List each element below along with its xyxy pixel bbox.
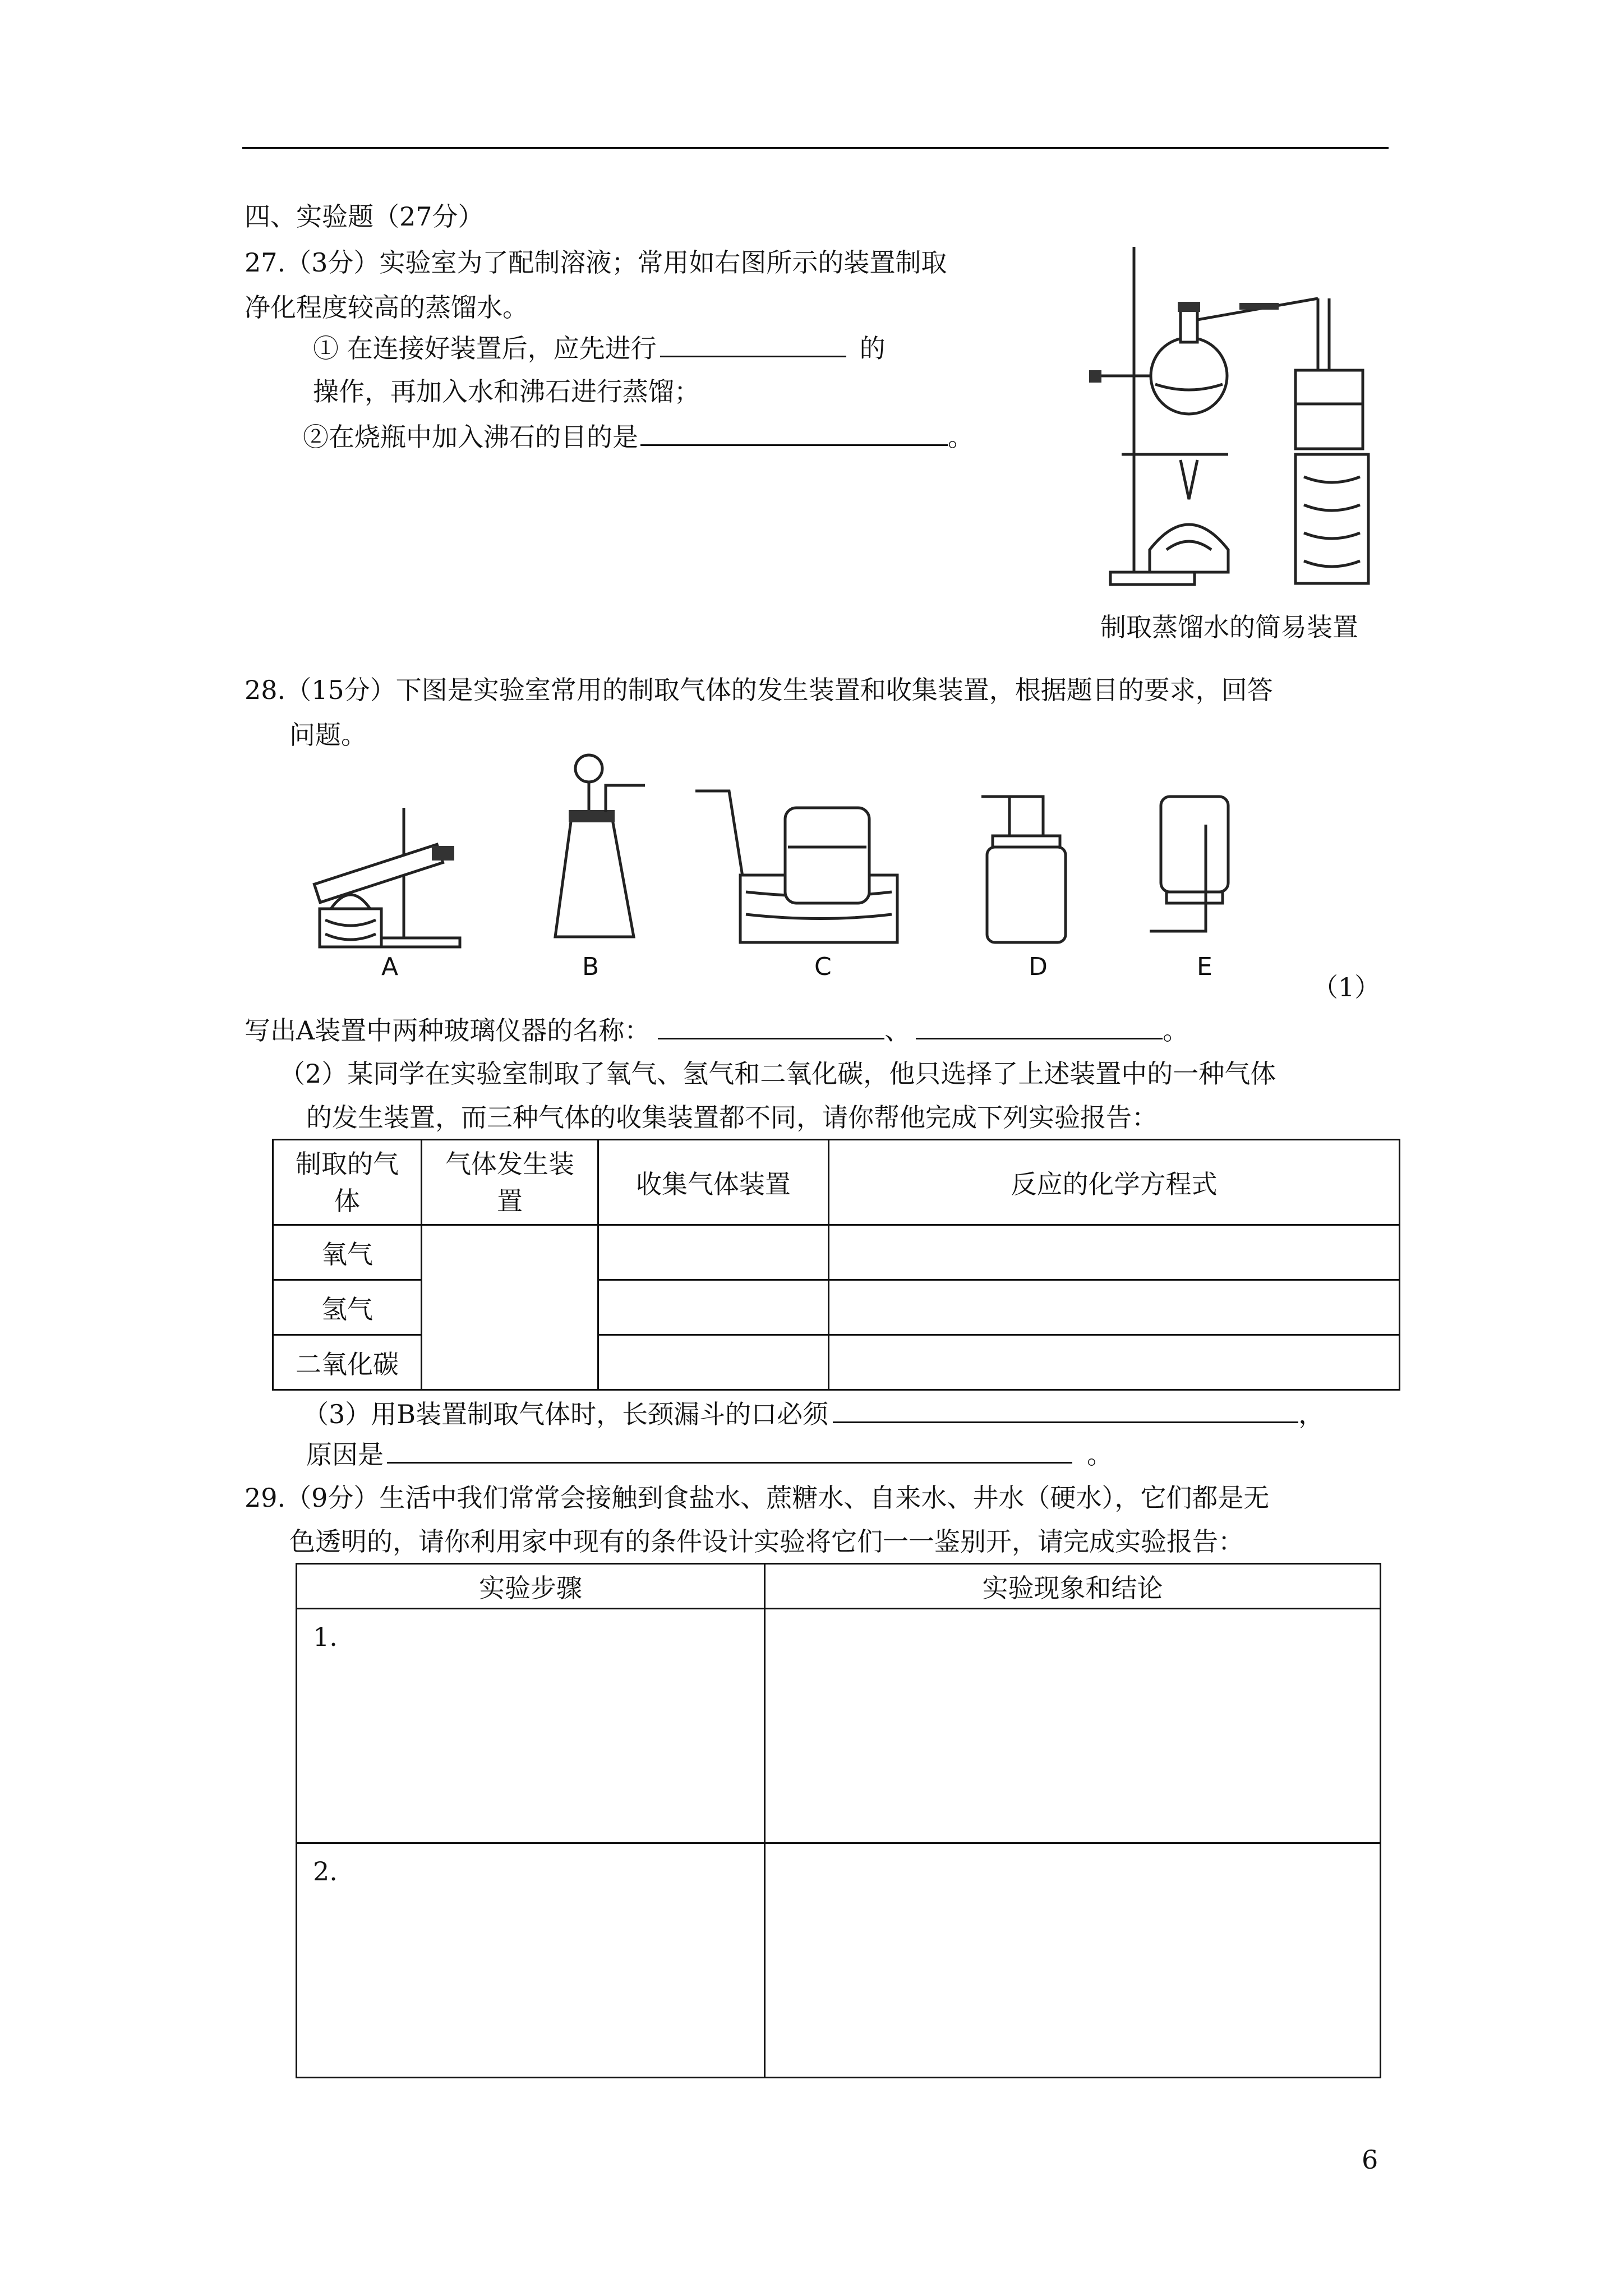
header-gas-line1: 制取的气 xyxy=(296,1148,399,1179)
gas-hydrogen: 氢气 xyxy=(273,1280,422,1335)
apparatus-label-E: E xyxy=(1197,953,1212,981)
section-title: 四、实验题（27分） xyxy=(245,201,484,232)
q27-item1-text: ① 在连接好装置后，应先进行 xyxy=(313,333,657,364)
table-row xyxy=(297,1609,1381,1843)
apparatus-D-figure xyxy=(970,785,1082,948)
q29-stem-line1: 29.（9分）生活中我们常常会接触到食盐水、蔗糖水、自来水、井水（硬水），它们都是无 xyxy=(245,1483,1270,1513)
q28-answer-blank-3[interactable] xyxy=(833,1397,1298,1423)
equation-answer-hydrogen[interactable] xyxy=(829,1280,1400,1335)
figure-caption-distillation: 制取蒸馏水的简易装置 xyxy=(1100,612,1358,642)
apparatus-B-figure xyxy=(533,752,656,954)
q28-part1-marker: （1） xyxy=(1312,972,1381,1002)
q28-part3-line2 xyxy=(306,1437,1113,1471)
apparatus-label-B: B xyxy=(582,953,600,981)
q27-stem-line1: 27.（3分）实验室为了配制溶液；常用如右图所示的装置制取 xyxy=(245,247,947,278)
q28-part1-sep: 、 xyxy=(884,1015,911,1046)
q27-item1-after: 的 xyxy=(859,333,886,364)
header-rule xyxy=(242,147,1389,149)
q27-item2-after: 。 xyxy=(948,422,974,452)
header-gas xyxy=(273,1140,422,1225)
q28-part3-reason: 原因是 xyxy=(306,1439,384,1470)
apparatus-C-figure xyxy=(690,780,903,948)
table-row xyxy=(273,1225,1400,1280)
header-observations: 实验现象和结论 xyxy=(765,1564,1381,1609)
q28-answer-blank-4[interactable] xyxy=(387,1437,1072,1464)
gas-carbon-dioxide: 二氧化碳 xyxy=(273,1335,422,1390)
step-2-cell[interactable] xyxy=(297,1843,765,2078)
q28-part1 xyxy=(245,1013,1188,1047)
q28-stem-line2: 问题。 xyxy=(289,720,367,750)
table-header-row xyxy=(297,1564,1381,1609)
q27-item2-text: ②在烧瓶中加入沸石的目的是 xyxy=(303,422,638,452)
q28-report-table xyxy=(272,1139,1400,1391)
observation-2-cell[interactable] xyxy=(765,1843,1381,2078)
apparatus-E-figure xyxy=(1138,791,1251,948)
equation-answer-oxygen[interactable] xyxy=(829,1225,1400,1280)
apparatus-A-figure xyxy=(303,785,471,954)
gas-oxygen: 氧气 xyxy=(273,1225,422,1280)
header-gas-line2: 体 xyxy=(334,1185,360,1216)
apparatus-label-D: D xyxy=(1029,953,1048,981)
header-generator-line1: 气体发生装 xyxy=(445,1148,574,1179)
q28-part1-end: 。 xyxy=(1163,1015,1189,1046)
q27-item2 xyxy=(303,420,974,454)
q27-answer-blank-2[interactable] xyxy=(640,420,948,446)
q27-item1-line2: 操作，再加入水和沸石进行蒸馏； xyxy=(313,376,700,407)
q27-answer-blank-1[interactable] xyxy=(660,331,846,357)
collector-answer-oxygen[interactable] xyxy=(598,1225,829,1280)
step-1-number: 1. xyxy=(313,1622,338,1652)
table-row xyxy=(297,1843,1381,2078)
step-2-number: 2. xyxy=(313,1856,338,1887)
q29-stem-line2: 色透明的，请你利用家中现有的条件设计实验将它们一一鉴别开，请完成实验报告： xyxy=(289,1526,1244,1557)
q29-report-table xyxy=(296,1563,1381,2078)
observation-1-cell[interactable] xyxy=(765,1609,1381,1843)
header-generator-line2: 置 xyxy=(497,1185,523,1216)
collector-answer-hydrogen[interactable] xyxy=(598,1280,829,1335)
q28-part3-text: （3）用B装置制取气体时，长颈漏斗的口必须 xyxy=(303,1399,829,1429)
apparatus-label-A: A xyxy=(381,953,399,981)
distillation-apparatus-figure xyxy=(1082,236,1396,606)
q27-item1 xyxy=(313,331,886,365)
q27-stem-line2: 净化程度较高的蒸馏水。 xyxy=(245,292,528,323)
q28-part2-line2: 的发生装置，而三种气体的收集装置都不同，请你帮他完成下列实验报告： xyxy=(306,1102,1158,1133)
q28-stem-line1: 28.（15分）下图是实验室常用的制取气体的发生装置和收集装置，根据题目的要求，回答 xyxy=(245,675,1273,705)
q28-answer-blank-2[interactable] xyxy=(916,1013,1163,1039)
generator-answer-cell[interactable] xyxy=(422,1225,598,1390)
header-generator xyxy=(422,1140,598,1225)
header-steps: 实验步骤 xyxy=(297,1564,765,1609)
collector-answer-co2[interactable] xyxy=(598,1335,829,1390)
q28-part3-end: 。 xyxy=(1087,1439,1113,1470)
page-number: 6 xyxy=(1362,2145,1378,2175)
header-equation: 反应的化学方程式 xyxy=(829,1140,1400,1225)
q28-part2-line1: （2）某同学在实验室制取了氧气、氢气和二氧化碳，他只选择了上述装置中的一种气体 xyxy=(279,1059,1276,1089)
step-1-cell[interactable] xyxy=(297,1609,765,1843)
q28-part3-comma: ， xyxy=(1298,1399,1325,1429)
q28-part1-text: 写出A装置中两种玻璃仪器的名称： xyxy=(245,1015,651,1046)
apparatus-label-C: C xyxy=(814,953,832,981)
q28-answer-blank-1[interactable] xyxy=(658,1013,884,1039)
header-collector: 收集气体装置 xyxy=(598,1140,829,1225)
q28-part3-line1 xyxy=(303,1397,1324,1431)
equation-answer-co2[interactable] xyxy=(829,1335,1400,1390)
table-header-row xyxy=(273,1140,1400,1225)
